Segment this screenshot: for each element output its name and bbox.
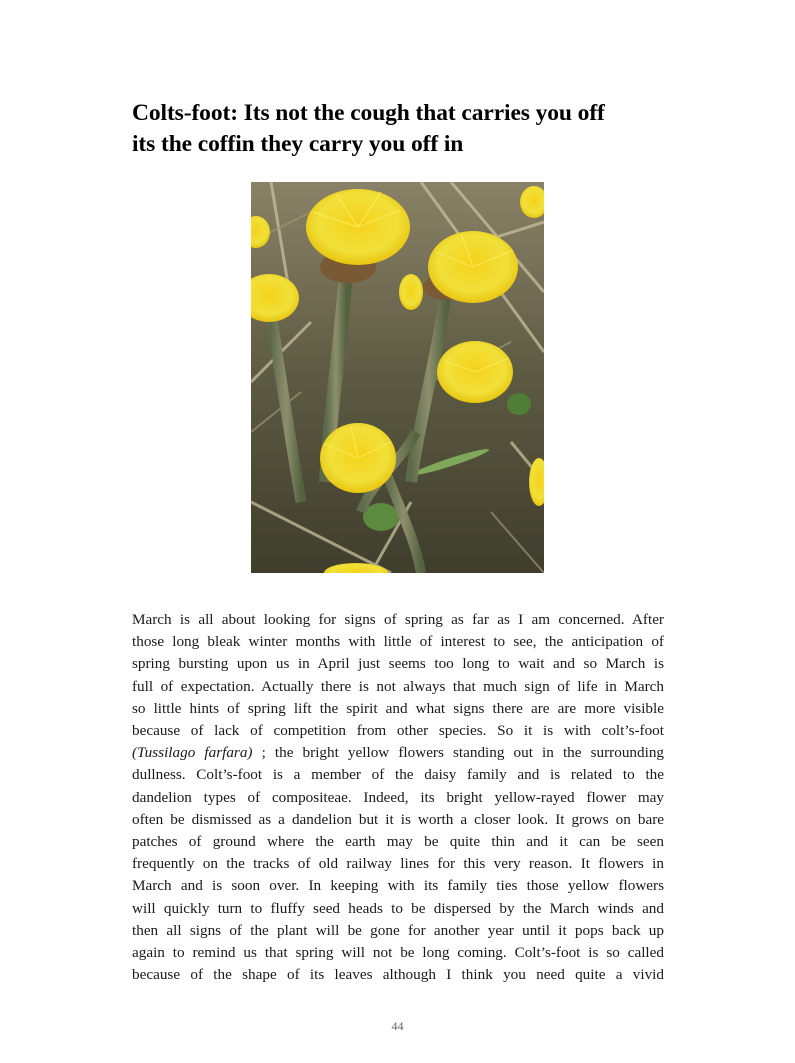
body-line-13: March and is soon over. In keeping with its family ties those yellow flowers bbox=[132, 877, 664, 895]
body-line-6: because of lack of competition from other species. So it is with colt’s-foot bbox=[132, 722, 664, 740]
title-line-2: its the coffin they carry you off in bbox=[132, 131, 464, 157]
page-title bbox=[132, 98, 672, 160]
body-line-3: spring bursting upon us in April just seems too long to wait and so March is bbox=[132, 655, 664, 673]
latin-name: (Tussilago farfara) bbox=[132, 744, 253, 762]
body-line-7 bbox=[132, 742, 664, 764]
body-line-15: then all signs of the plant will be gone for another year until it pops back up bbox=[132, 921, 664, 939]
body-line-8: dullness. Colt’s-foot is a member of the daisy family and is related to the bbox=[132, 766, 664, 784]
body-line-2: those long bleak winter months with little of interest to see, the anticipation of bbox=[132, 633, 664, 651]
title-line-1: Colts-foot: Its not the cough that carries you off bbox=[132, 100, 605, 126]
body-line-16: again to remind us that spring will not be long coming. Colt’s-foot is so called bbox=[132, 944, 664, 962]
body-line-5: so little hints of spring lift the spirit and what signs there are are more visible bbox=[132, 699, 664, 717]
body-line-4: full of expectation. Actually there is not always that much sign of life in March bbox=[132, 677, 664, 695]
body-line-1: March is all about looking for signs of spring as far as I am concerned. After bbox=[132, 611, 664, 628]
body-line-10: often be dismissed as a dandelion but it is worth a closer look. It grows on bare bbox=[132, 810, 664, 828]
body-line-7-text: ; the bright yellow flowers standing out in the surrounding bbox=[261, 744, 664, 762]
article-body bbox=[132, 609, 664, 986]
body-line-14: will quickly turn to fluffy seed heads to be dispersed by the March winds and bbox=[132, 899, 664, 917]
body-line-11: patches of ground where the earth may be quite thin and it can be seen bbox=[132, 833, 664, 851]
page-number: 44 bbox=[391, 1019, 404, 1033]
body-line-17: because of the shape of its leaves although I think you need quite a vivid bbox=[132, 966, 664, 984]
coltsfoot-flowers-photo bbox=[251, 182, 544, 573]
body-line-12: frequently on the tracks of old railway lines for this very reason. It flowers in bbox=[132, 855, 664, 873]
body-line-9: dandelion types of compositeae. Indeed, its bright yellow-rayed flower may bbox=[132, 788, 664, 806]
